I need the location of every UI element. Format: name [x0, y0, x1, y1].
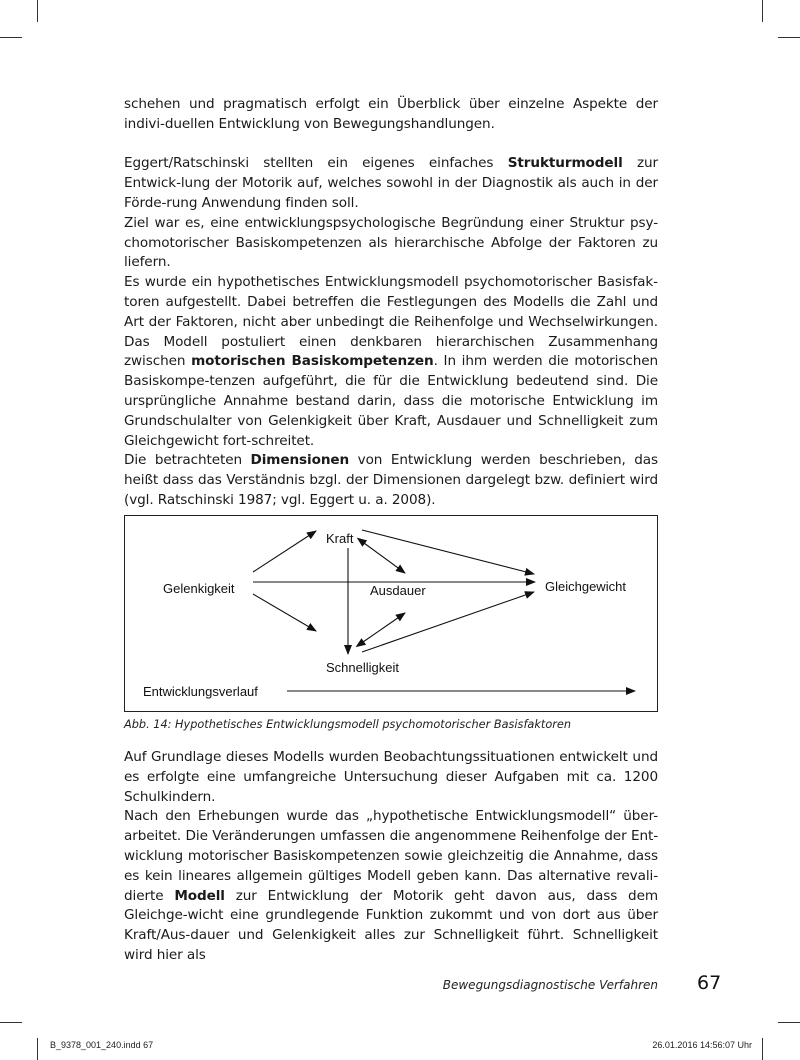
running-footer-title: Bewegungsdiagnostische Verfahren	[442, 978, 658, 992]
model-diagram	[124, 515, 658, 712]
node-gelenkigkeit: Gelenkigkeit	[163, 581, 235, 596]
paragraph: Es wurde ein hypothetisches Entwicklungsmodell psychomotorischer Basisfak-toren aufgestellt. Dabei betreffen die Festlegungen des Modells die Zahl und Art der Faktoren, nicht aber unbedingt die Reihenfolge und Wechselwirkungen. Das Modell postuliert einen denkbaren hierarchischen Zusammenhang zwischen motorischen Basiskompetenzen. In ihm werden die motorischen Basiskompe-tenzen aufgeführt, die für die Entwicklung bedeutend sind. Die ursprüngliche Annahme bestand darin, dass die motorische Entwicklung im Grundschulalter von Gelenkigkeit über Kraft, Ausdauer und Schnelligkeit zum Gleichgewicht fort-schreitet.	[124, 274, 658, 449]
arrow-schnelligkeit-gleichgewicht	[362, 592, 534, 652]
node-entwicklungsverlauf: Entwicklungsverlauf	[143, 684, 258, 699]
paragraph: Ziel war es, eine entwicklungspsychologische Begründung einer Struktur psy-chomotorischer Basiskompetenzen als hierarchische Abfolge der Faktoren zu liefern.	[124, 214, 658, 271]
crop-mark	[0, 1022, 22, 1023]
arrow-kraft-gleichgewicht	[362, 530, 534, 574]
arrow-kraft-ausdauer	[364, 543, 405, 573]
arrow-gelenkigkeit-kraft	[253, 531, 316, 572]
figure-caption: Abb. 14: Hypothetisches Entwicklungsmodell psychomotorischer Basisfaktoren	[124, 718, 571, 731]
paragraph: Nach den Erhebungen wurde das „hypothetische Entwicklungsmodell“ über-arbeitet. Die Veränderungen umfassen die angenommene Reihenfolge der Ent-wicklung motorischer Basiskompetenzen sowie gleichzeitig die Annahme, dass es kein lineares allgemein gültiges Modell geben kann. Das alternative revali-dierte Modell zur Entwicklung der Motorik geht davon aus, dass dem Gleichge-wicht eine grundlegende Funktion zukommt und von dort aus über Kraft/Aus-dauer und Gelenkigkeit alles zur Schnelligkeit führt. Schnelligkeit wird hier als	[124, 808, 658, 963]
paragraph: Auf Grundlage dieses Modells wurden Beobachtungssituationen entwickelt und es erfolgte eine umfangreiche Untersuchung dieser Aufgaben mit ca. 1200 Schulkindern.	[124, 749, 658, 805]
paragraph: Die betrachteten Dimensionen von Entwicklung werden beschrieben, das heißt dass das Verständnis bzgl. der Dimensionen dargelegt bzw. definiert wird (vgl. Ratschinski 1987; vgl. Eggert u. a. 2008).	[124, 452, 659, 508]
crop-mark	[778, 1022, 800, 1023]
node-schnelligkeit: Schnelligkeit	[326, 660, 399, 675]
body-text-bottom	[124, 748, 658, 966]
paragraph: Eggert/Ratschinski stellten ein eigenes einfaches Strukturmodell zur Entwick-lung der Motorik auf, welches sowohl in der Diagnostik als auch in der Förde-rung Anwendung finden soll.	[124, 155, 658, 211]
crop-mark	[37, 1038, 38, 1060]
crop-mark	[778, 37, 800, 38]
arrow-gelenkigkeit-schnelligkeit	[253, 594, 316, 631]
paragraph: schehen und pragmatisch erfolgt ein Überblick über einzelne Aspekte der indivi-duellen Entwicklung von Bewegungshandlungen.	[124, 96, 658, 132]
print-slug-date: 26.01.2016 14:56:07 Uhr	[652, 1040, 752, 1050]
arrow-ausdauer-schnelligkeit	[363, 613, 405, 642]
crop-mark	[762, 1038, 763, 1060]
crop-mark	[762, 0, 763, 22]
node-kraft: Kraft	[326, 531, 354, 546]
page-number: 67	[697, 972, 722, 994]
body-text-top	[124, 95, 658, 511]
crop-mark	[0, 37, 22, 38]
crop-mark	[37, 0, 38, 22]
diagram-arrows	[125, 516, 657, 711]
node-ausdauer: Ausdauer	[370, 583, 426, 598]
print-slug-file: B_9378_001_240.indd 67	[50, 1040, 154, 1050]
node-gleichgewicht: Gleichgewicht	[545, 579, 626, 594]
